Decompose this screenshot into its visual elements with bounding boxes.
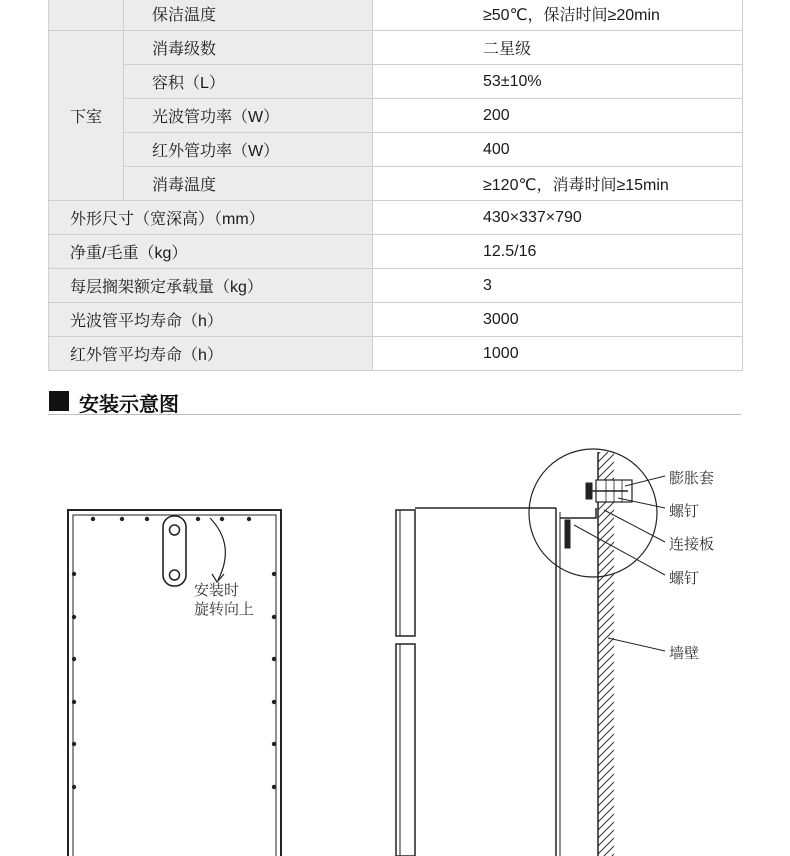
table-row (49, 133, 743, 167)
spec-name: 红外管平均寿命（h） (49, 337, 373, 371)
group-cell-upper (49, 0, 124, 31)
spec-value: 53±10% (373, 65, 743, 99)
rotate-note-line1: 安装时 (194, 581, 240, 599)
spec-name: 容积（L） (124, 65, 373, 99)
spec-name: 保洁温度 (124, 0, 373, 31)
spec-name: 红外管功率（W） (124, 133, 373, 167)
section-header (48, 386, 741, 415)
label-wall: 墙壁 (669, 644, 700, 662)
spec-name: 外形尺寸（宽深高）（mm） (49, 201, 373, 235)
spec-value: 3000 (373, 303, 743, 337)
spec-value: 1000 (373, 337, 743, 371)
table-row (49, 0, 743, 31)
table-row (49, 269, 743, 303)
square-bullet-icon (49, 391, 69, 411)
wall (598, 452, 614, 856)
spec-value: ≥120℃，消毒时间≥15min (373, 167, 743, 201)
screw-bottom (565, 520, 570, 548)
table-row (49, 235, 743, 269)
table-row (49, 337, 743, 371)
label-connecting-plate: 连接板 (669, 535, 715, 553)
spec-name: 每层搁架额定承载量（kg） (49, 269, 373, 303)
spec-name: 光波管功率（W） (124, 99, 373, 133)
table-row (49, 31, 743, 65)
table-row (49, 303, 743, 337)
installation-diagram (0, 420, 790, 856)
cabinet-back-view (68, 510, 281, 856)
spec-value: 200 (373, 99, 743, 133)
hanger-plate (163, 516, 186, 586)
spec-value: ≥50℃，保洁时间≥20min (373, 0, 743, 31)
connecting-plate (560, 508, 596, 518)
spec-table (48, 0, 743, 371)
spec-value: 400 (373, 133, 743, 167)
section-title: 安装示意图 (79, 394, 179, 416)
cabinet-side-view (396, 508, 560, 856)
label-screw-top: 螺钉 (669, 502, 700, 520)
mounting-detail (560, 480, 632, 548)
rotation-arrow-icon (210, 518, 225, 580)
spec-value: 3 (373, 269, 743, 303)
spec-name: 净重/毛重（kg） (49, 235, 373, 269)
table-row (49, 65, 743, 99)
spec-name: 消毒级数 (124, 31, 373, 65)
rotate-note-line2: 旋转向上 (194, 600, 255, 618)
label-expansion-sleeve: 膨胀套 (669, 469, 715, 487)
table-row (49, 201, 743, 235)
spec-value: 二星级 (373, 31, 743, 65)
spec-value: 430×337×790 (373, 201, 743, 235)
label-screw-bottom: 螺钉 (669, 569, 700, 587)
group-cell-lower: 下室 (49, 31, 124, 201)
detail-circle (529, 449, 657, 577)
table-row (49, 167, 743, 201)
spec-name: 消毒温度 (124, 167, 373, 201)
spec-name: 光波管平均寿命（h） (49, 303, 373, 337)
table-row (49, 99, 743, 133)
spec-value: 12.5/16 (373, 235, 743, 269)
screw-head (586, 483, 592, 499)
